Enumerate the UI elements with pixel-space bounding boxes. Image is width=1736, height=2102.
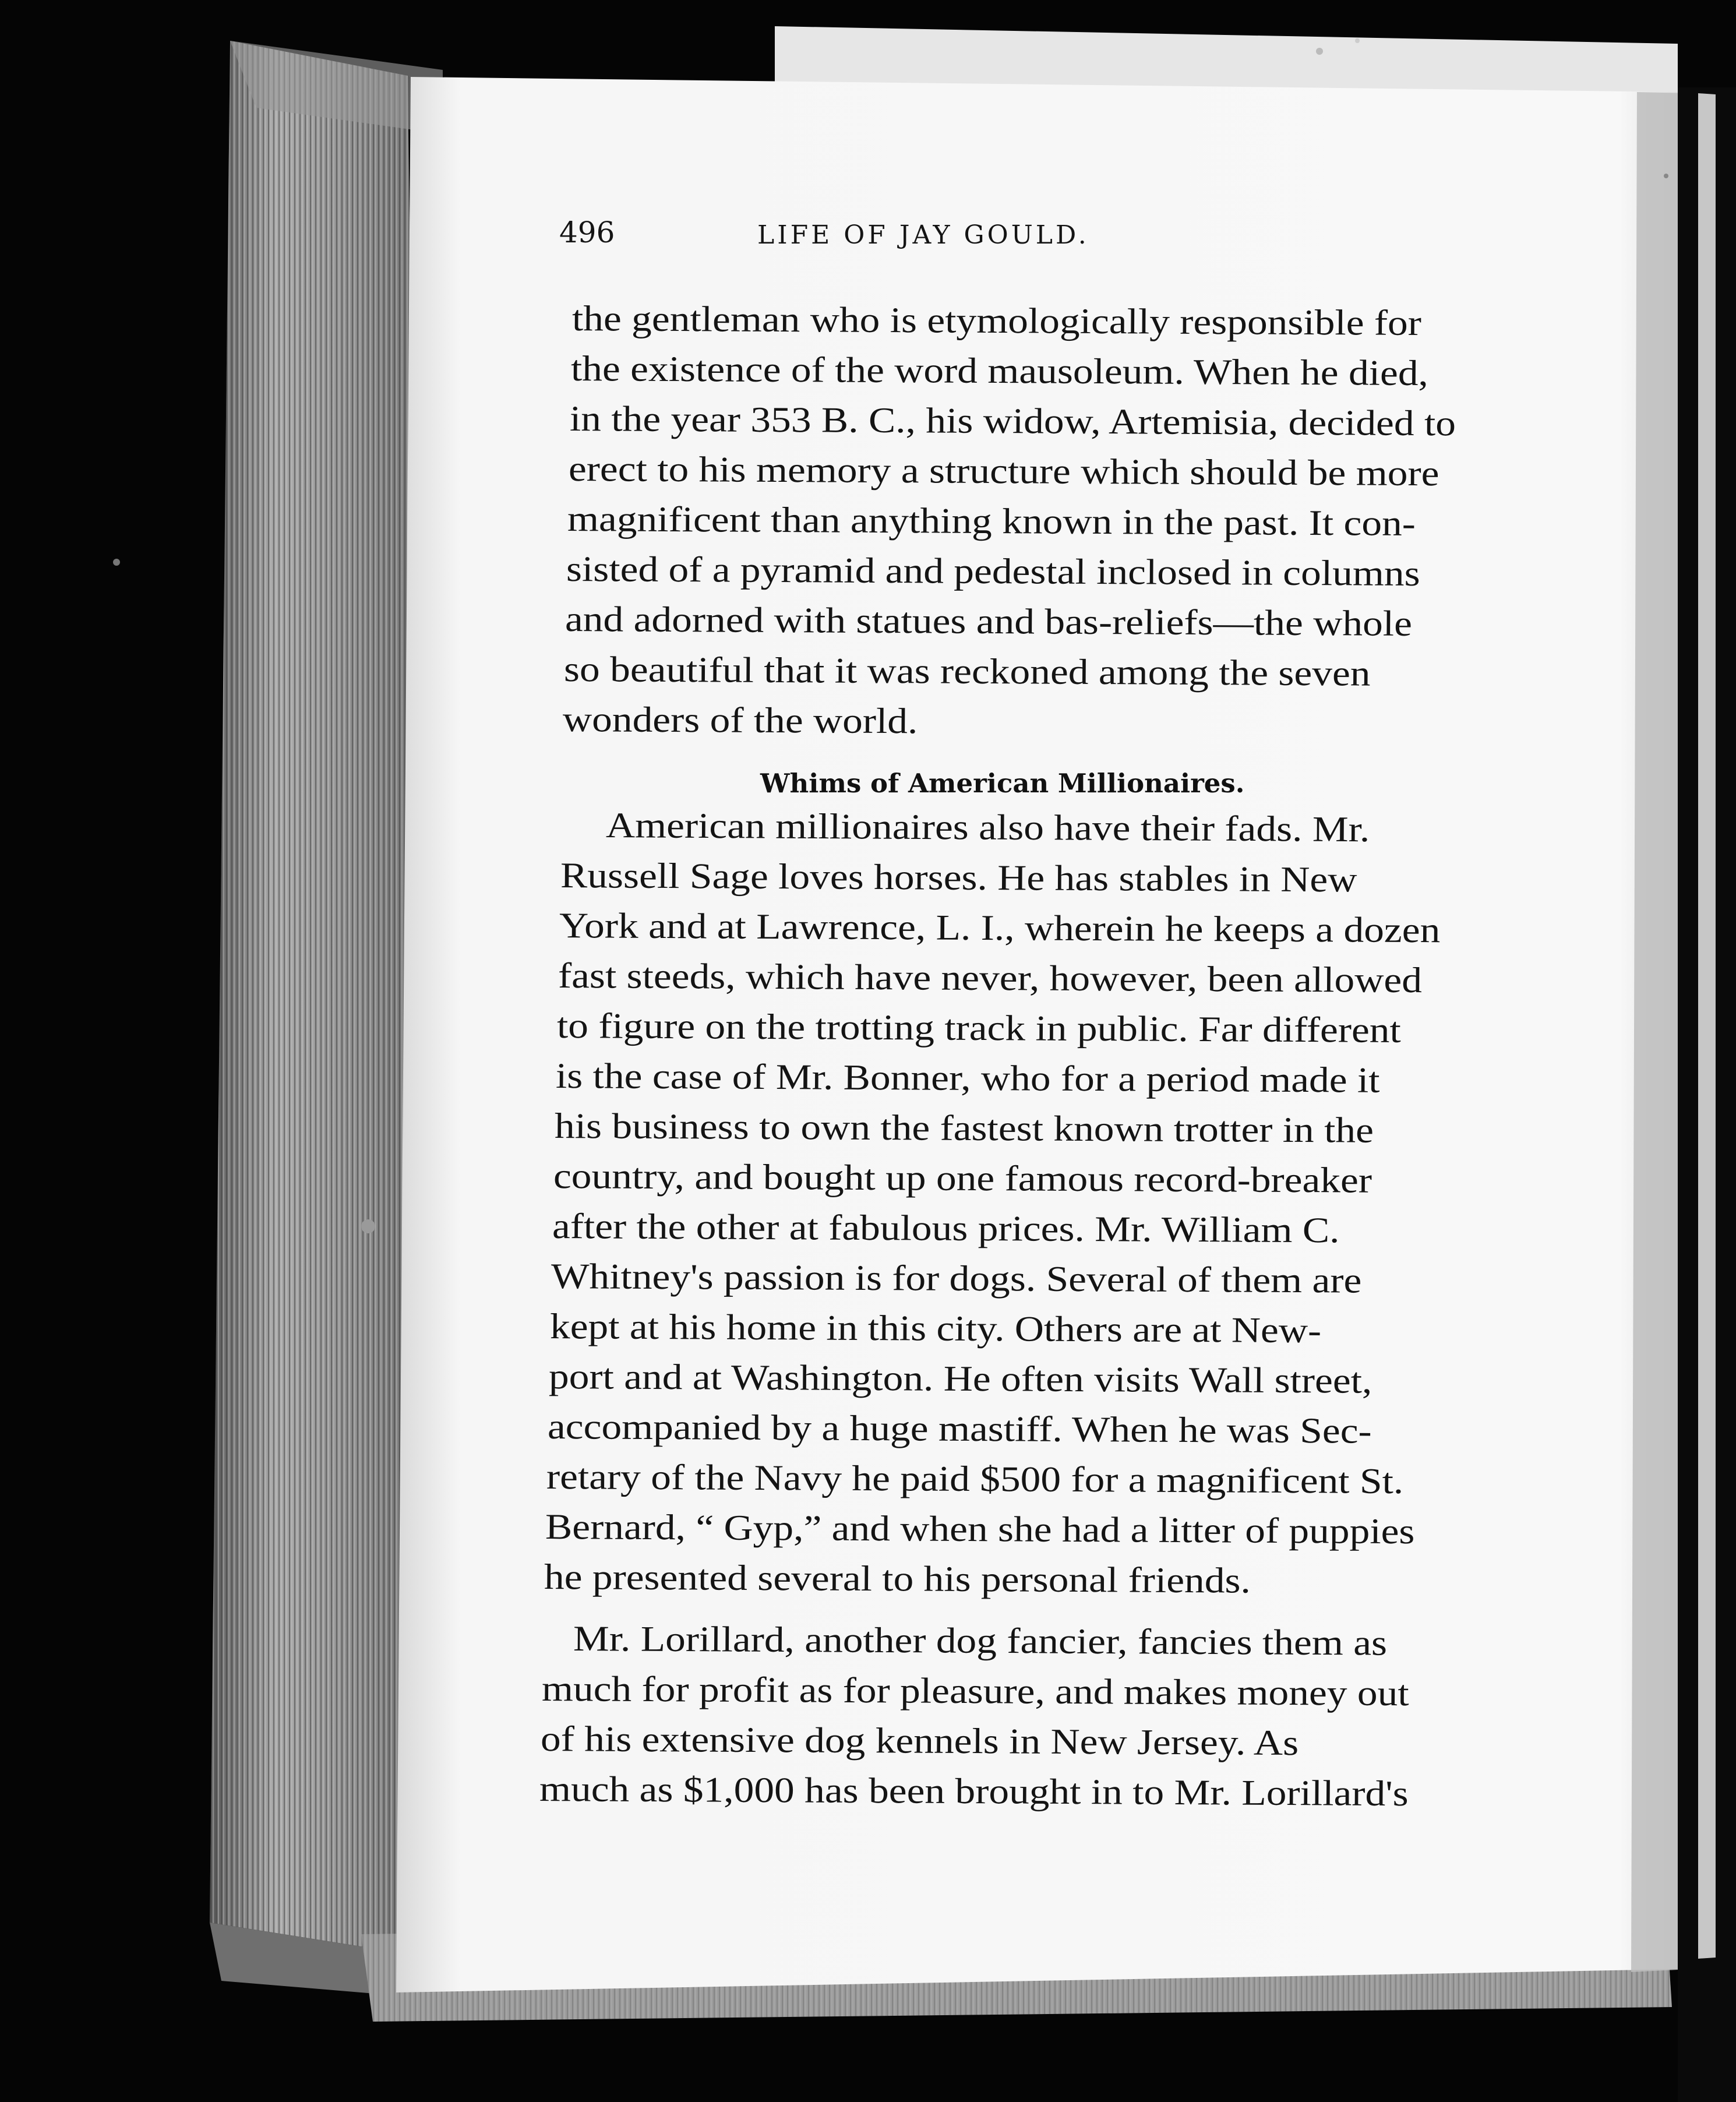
text-line: Mr. Lorillard, another dog fancier, fancies them as: [573, 1619, 1388, 1663]
text-line: accompanied by a huge mastiff. When he was Sec-: [547, 1407, 1372, 1451]
text-line: the existence of the word mausoleum. When he died,: [570, 349, 1429, 394]
text-line: in the year 353 B. C., his widow, Artemisia, decided to: [569, 399, 1456, 444]
text-line: retary of the Navy he paid $500 for a magnificent St.: [546, 1457, 1404, 1502]
section-subheading: Whims of American Millionaires.: [760, 768, 1245, 799]
page-header: [559, 216, 1550, 256]
text-line: American millionaires also have their fads. Mr.: [605, 806, 1370, 850]
text-line: fast steeds, which have never, however, been allowed: [558, 956, 1423, 1001]
running-head: LIFE OF JAY GOULD.: [757, 220, 1089, 250]
text-line: erect to his memory a structure which should be more: [568, 449, 1439, 494]
text-line: he presented several to his personal friends.: [544, 1557, 1251, 1601]
text-line: Whitney's passion is for dogs. Several of them are: [551, 1257, 1362, 1301]
text-line: Bernard, “ Gyp,” and when she had a litter of puppies: [545, 1507, 1415, 1552]
text-line: to figure on the trotting track in public. Far different: [556, 1006, 1402, 1050]
text-line: and adorned with statues and bas-reliefs—the whole: [564, 599, 1413, 644]
text-line: sisted of a pyramid and pedestal inclosed in columns: [566, 549, 1420, 594]
text-line: wonders of the world.: [562, 700, 918, 742]
text-line: magnificent than anything known in the past. It con-: [567, 499, 1416, 544]
text-line: of his extensive dog kennels in New Jersey. As: [540, 1719, 1299, 1764]
text-line: is the case of Mr. Bonner, who for a period made it: [555, 1056, 1380, 1101]
text-line: country, and bought up one famous record-breaker: [553, 1156, 1372, 1201]
text-line: port and at Washington. He often visits Wall street,: [548, 1357, 1372, 1401]
text-line: the gentleman who is etymologically responsible for: [571, 299, 1422, 343]
text-line: York and at Lawrence, L. I., wherein he keeps a dozen: [559, 906, 1441, 951]
text-line: much for profit as for pleasure, and makes money out: [541, 1669, 1409, 1714]
text-line: kept at his home in this city. Others are at New-: [549, 1307, 1322, 1351]
text-line: so beautiful that it was reckoned among the seven: [563, 650, 1371, 694]
page-number: 496: [559, 216, 615, 249]
text-line: Russell Sage loves horses. He has stables in New: [560, 856, 1357, 900]
text-line: after the other at fabulous prices. Mr. William C.: [552, 1207, 1340, 1251]
text-line: much as $1,000 has been brought in to Mr. Lorillard's: [539, 1769, 1409, 1814]
text-line: his business to own the fastest known trotter in the: [554, 1106, 1374, 1151]
